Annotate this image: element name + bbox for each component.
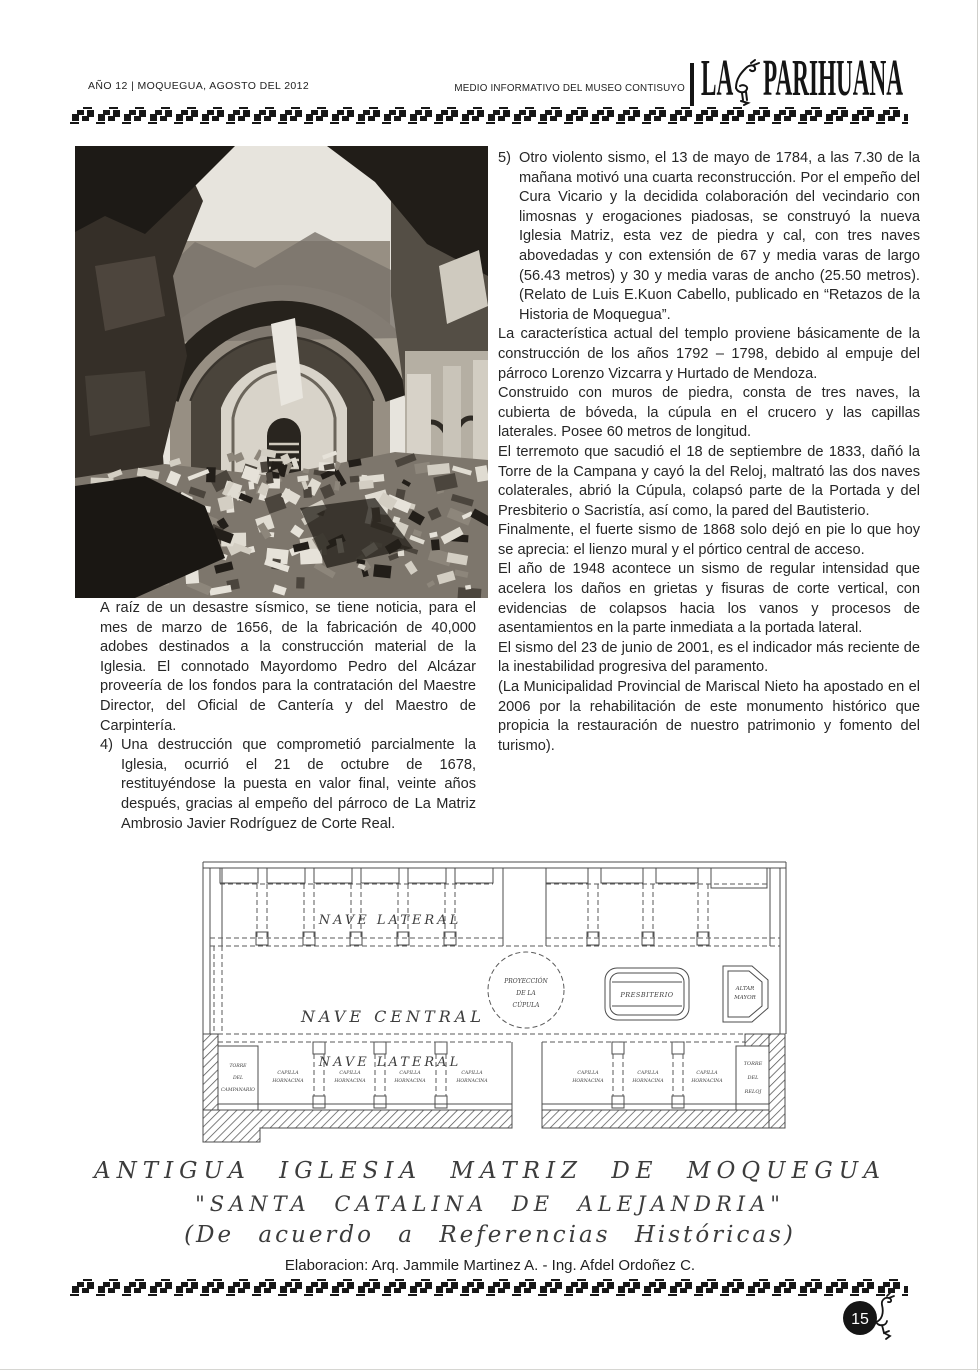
plan-label-capilla: HORNACINA — [691, 1079, 723, 1084]
paragraph-continuation: A raíz de un desastre sísmico, se tiene noticia, para el mes de marzo de 1656, de la fabricación de 40,000 adobes destinados a la construcción material de la Iglesia. El connotado Mayordomo Pedro del Alcázar proveería de los fondos para la contratación del Maestre Director, del Oficial de Cantería y del Maestro de Carpintería. — [100, 600, 476, 734]
plan-labels — [221, 913, 763, 1095]
newsletter-subtitle: MEDIO INFORMATIVO DEL MUSEO CONTISUYO — [454, 83, 685, 94]
decorative-border-bottom — [70, 1279, 908, 1296]
plan-label-capilla: CAPILLA — [461, 1071, 483, 1076]
list-item-5 — [498, 149, 920, 325]
plan-label-capilla: CAPILLA — [399, 1071, 421, 1076]
plan-label-nave-lateral-top: NAVE LATERAL — [318, 913, 462, 928]
paragraph: El año de 1948 acontece un sismo de regular intensidad que acelera los daños en grietas y fisuras de corte vertical, con evidencias de colapsos hacia los vanos y procesos de asentamientos en la parte inmediata a la portada lateral. — [498, 561, 920, 637]
plan-label-torre-campanario: CAMPANARIO — [221, 1088, 255, 1093]
plan-label-capilla: HORNACINA — [394, 1079, 426, 1084]
plan-label-presbiterio: PRESBITERIO — [620, 991, 674, 999]
plan-label-capilla: HORNACINA — [572, 1079, 604, 1084]
list-item-4-text: Una destrucción que comprometió parcialmente la Iglesia, ocurrió el 21 de octubre de 1678, restituyéndose la puesta en valor final, veinte años después, gracias al empeño del párroco de La Matriz Ambrosio Javier Rodríguez de Corte Real. — [121, 737, 476, 832]
list-item-5-text: Otro violento sismo, el 13 de mayo de 1784, a las 7.30 de la mañana motivó una cuarta reconstrucción. Por el empeño del Cura Vicario y la decidida colaboración del vecindario con limosnas y erogaciones piadosas, se construyó la nueva Iglesia Matriz, esta vez de piedra y cal, con tres naves abovedadas y con extensión de 67 y media varas de largo (56.43 metros) y 30 y media varas de ancho (25.50 metros). (Relato de Luis E.Kuon Cabello, publicado en “Retazos de la Historia de Moquegua”. — [519, 150, 920, 323]
caption-title: ANTIGUA IGLESIA MATRIZ DE MOQUEGUA — [94, 1158, 886, 1184]
paragraph: Construido con muros de piedra, consta de tres naves, la cubierta de bóveda, la cúpula en el crucero y las capillas laterales. Posee 60 metros de longitud. — [498, 385, 920, 441]
plan-label-capilla: HORNACINA — [632, 1079, 664, 1084]
page-number-badge — [838, 1292, 910, 1346]
paragraph: (La Municipalidad Provincial de Mariscal Nieto ha apostado en el 2006 por la rehabilitación de este monumento histórico que propicia la restauración de nuestro patrimonio y fomento del turismo). — [498, 679, 920, 754]
plan-label-capilla: CAPILLA — [637, 1071, 659, 1076]
plan-label-altar: MAYOR — [734, 995, 756, 1001]
paragraph: El terremoto que sacudió el 18 de septiembre de 1833, dañó la Torre de la Campana y cayó la del Reloj, maltrató las dos naves colaterales, abrió la Cúpula, colapsó parte de la Portada y del Presbiterio o Sacristía, así como, la pared del Bautisterio. — [498, 443, 920, 519]
plan-caption — [60, 1158, 920, 1274]
plan-label-torre-reloj: RELOJ — [744, 1089, 762, 1095]
plan-label-capilla: CAPILLA — [339, 1071, 361, 1076]
plan-label-torre-reloj: TORRE — [743, 1061, 763, 1067]
parihuana-bird-icon — [728, 58, 762, 106]
caption-credit: Elaboracion: Arq. Jammile Martinez A. - Ing. Afdel Ordoñez C. — [284, 1257, 696, 1274]
plan-label-proyeccion: DE LA — [516, 990, 536, 997]
plan-label-nave-lateral-bottom: NAVE LATERAL — [318, 1055, 462, 1070]
logo-text-parihuana: PARIHUANA — [763, 48, 904, 107]
page-edge-right — [977, 0, 978, 1372]
plan-hatched-walls — [203, 1034, 785, 1142]
paragraph: El sismo del 23 de junio de 2001, es el indicador más reciente de la inestabilidad progresiva del paramento. — [498, 639, 920, 676]
caption-note: (De acuerdo a Referencias Históricas) — [184, 1222, 796, 1248]
plan-label-altar: ALTAR — [735, 986, 755, 992]
plan-label-capilla: CAPILLA — [577, 1071, 599, 1076]
list-item-4 — [100, 736, 476, 834]
plan-label-proyeccion: CÚPULA — [512, 1002, 540, 1009]
page-number: 15 — [851, 1311, 869, 1328]
article-column-left — [100, 599, 476, 834]
plan-label-capilla: CAPILLA — [277, 1071, 299, 1076]
floor-plan — [200, 858, 792, 1154]
decorative-border-top — [70, 107, 908, 124]
plan-label-torre-campanario: DEL — [232, 1076, 244, 1081]
plan-label-capilla: HORNACINA — [272, 1079, 304, 1084]
page-edge-bottom — [0, 1369, 980, 1370]
plan-label-nave-central: NAVE CENTRAL — [301, 1007, 485, 1026]
ruins-photo — [75, 146, 488, 598]
plan-label-capilla: HORNACINA — [334, 1079, 366, 1084]
paragraph: Finalmente, el fuerte sismo de 1868 solo dejó en pie lo que hoy se aprecia: el lienzo mural y el pórtico central de acceso. — [498, 522, 920, 558]
plan-label-torre-campanario: TORRE — [229, 1064, 247, 1069]
plan-label-capilla: CAPILLA — [696, 1071, 718, 1076]
caption-subtitle: "SANTA CATALINA DE ALEJANDRIA" — [195, 1192, 785, 1216]
list-marker-5: 5) — [498, 150, 511, 166]
logo-text-la: LA — [701, 48, 734, 107]
plan-projection-lines — [210, 884, 780, 1096]
issue-date: AÑO 12 | MOQUEGUA, AGOSTO DEL 2012 — [88, 80, 310, 92]
plan-label-capilla: HORNACINA — [456, 1079, 488, 1084]
list-marker-4: 4) — [100, 737, 113, 754]
logo-divider — [690, 63, 694, 106]
parihuana-bird-icon — [876, 1293, 894, 1339]
article-column-right — [498, 149, 920, 756]
paragraph: La característica actual del templo proviene básicamente de la construcción de los años 1792 – 1798, debido al empuje del párroco Lorenzo Vizcarra y Hurtado de Mendoza. — [498, 326, 920, 382]
plan-label-torre-reloj: DEL — [747, 1075, 759, 1081]
plan-label-proyeccion: PROYECCIÓN — [504, 978, 548, 985]
